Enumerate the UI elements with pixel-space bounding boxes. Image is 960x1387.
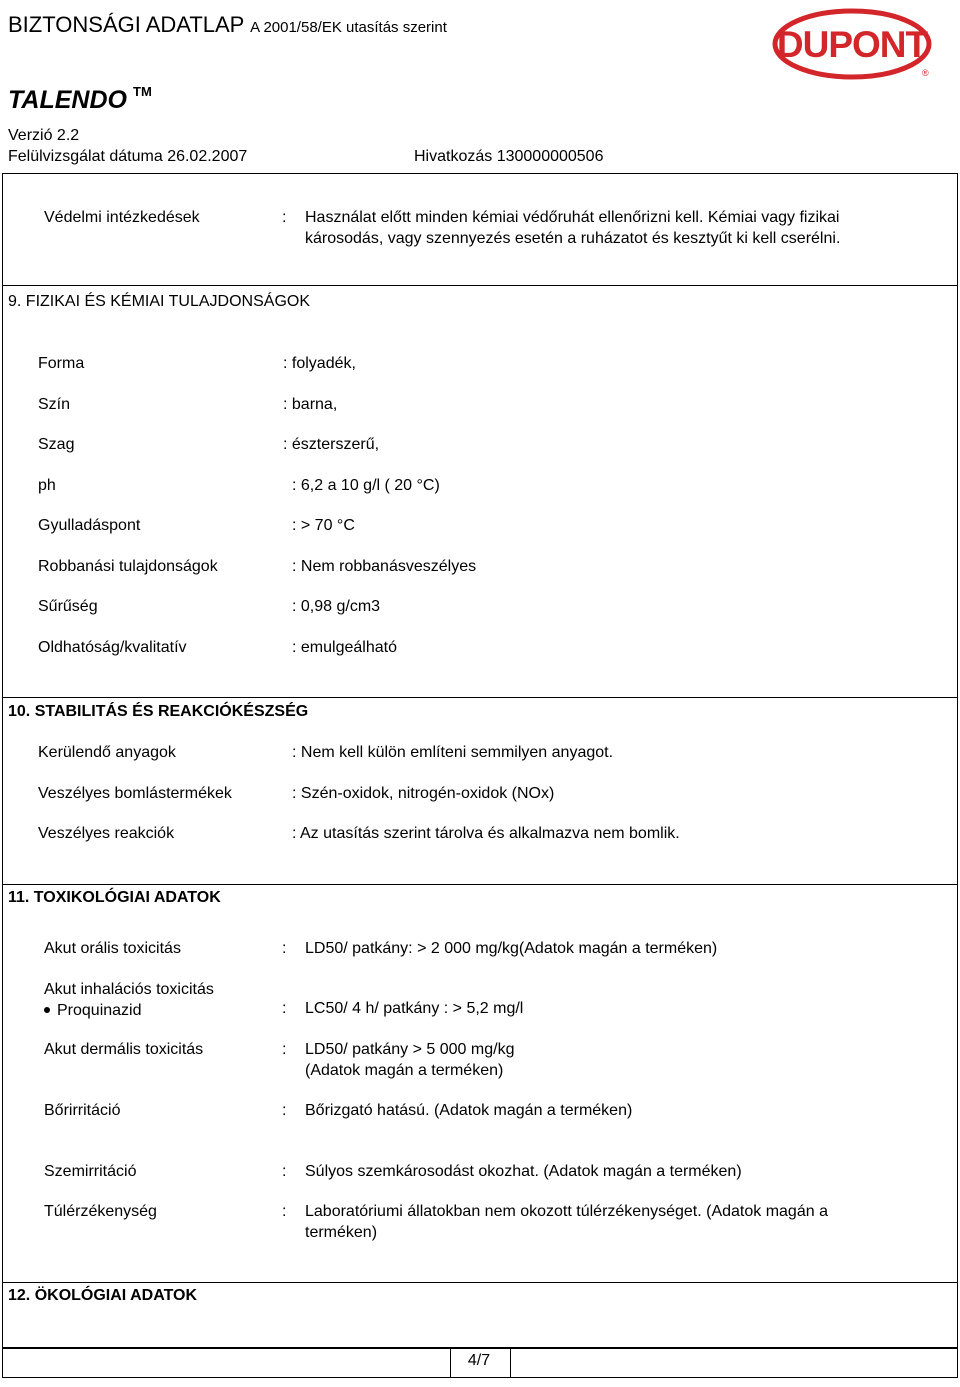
property-label: Sűrűség <box>38 598 98 615</box>
section-12-title: 12. ÖKOLÓGIAI ADATOK <box>8 1287 198 1304</box>
sensitisation-label: Túlérzékenység <box>44 1203 157 1220</box>
property-label: ph <box>38 477 56 494</box>
colon: : <box>282 1163 287 1180</box>
divider <box>2 1282 958 1283</box>
inhalation-substance <box>44 1001 142 1021</box>
stability-label: Veszélyes reakciók <box>38 825 175 842</box>
property-value: : folyadék, <box>283 355 356 372</box>
colon: : <box>282 1203 287 1220</box>
version: Verzió 2.2 <box>8 127 80 144</box>
stability-label: Veszélyes bomlástermékek <box>38 785 232 802</box>
sensitisation-value-cont: terméken) <box>305 1224 378 1241</box>
divider <box>2 285 958 286</box>
svg-text:DUPONT: DUPONT <box>776 24 928 65</box>
stability-value: : Szén-oxidok, nitrogén-oxidok (NOx) <box>292 785 555 802</box>
sensitisation-value: Laboratóriumi állatokban nem okozott túlérzékenységet. (Adatok magán a <box>305 1203 828 1220</box>
product-name: TALENDO <box>8 86 127 114</box>
stability-label: Kerülendő anyagok <box>38 744 176 761</box>
colon: : <box>282 209 287 226</box>
divider <box>2 884 958 885</box>
property-value: : > 70 °C <box>292 517 355 534</box>
inhalation-toxicity-value: LC50/ 4 h/ patkány : > 5,2 mg/l <box>305 1000 524 1017</box>
section-9-title: 9. FIZIKAI ÉS KÉMIAI TULAJDONSÁGOK <box>8 293 310 310</box>
property-value: : emulgeálható <box>292 639 397 656</box>
property-value: : 0,98 g/cm3 <box>292 598 381 615</box>
property-label: Forma <box>38 355 85 372</box>
property-label: Robbanási tulajdonságok <box>38 558 218 575</box>
protective-measures-text: Használat előtt minden kémiai védőruhát ellenőrizni kell. Kémiai vagy fizikai <box>305 209 840 226</box>
page-number: 4/7 <box>467 1352 491 1369</box>
substance-name: Proquinazid <box>57 1002 142 1019</box>
colon: : <box>282 1102 287 1119</box>
colon: : <box>282 940 287 957</box>
trademark-symbol: TM <box>133 84 152 99</box>
colon: : <box>282 1041 287 1058</box>
oral-toxicity-label: Akut orális toxicitás <box>44 940 181 957</box>
property-value: : Nem robbanásveszélyes <box>292 558 477 575</box>
dermal-toxicity-note: (Adatok magán a terméken) <box>305 1062 504 1079</box>
colon: : <box>282 1000 287 1017</box>
property-value: : észterszerű, <box>283 436 380 453</box>
property-label: Szín <box>38 396 71 413</box>
svg-text:®: ® <box>922 68 929 78</box>
property-label: Szag <box>38 436 75 453</box>
protective-measures-label: Védelmi intézkedések <box>44 209 200 226</box>
eye-irritation-label: Szemirritáció <box>44 1163 137 1180</box>
bullet-icon <box>44 1007 50 1013</box>
stability-value: : Az utasítás szerint tárolva és alkalmazva nem bomlik. <box>292 825 680 842</box>
skin-irritation-value: Bőrizgató hatású. (Adatok magán a terméken) <box>305 1102 633 1119</box>
oral-toxicity-value: LD50/ patkány: > 2 000 mg/kg(Adatok magán a terméken) <box>305 940 718 957</box>
document-title-sub: A 2001/58/EK utasítás szerint <box>250 19 447 36</box>
document-title <box>8 12 447 38</box>
inhalation-toxicity-label: Akut inhalációs toxicitás <box>44 981 214 998</box>
section-10-title: 10. STABILITÁS ÉS REAKCIÓKÉSZSÉG <box>8 703 309 720</box>
eye-irritation-value: Súlyos szemkárosodást okozhat. (Adatok magán a terméken) <box>305 1163 742 1180</box>
skin-irritation-label: Bőrirritáció <box>44 1102 121 1119</box>
section-11-title: 11. TOXIKOLÓGIAI ADATOK <box>8 889 221 906</box>
document-title-main: BIZTONSÁGI ADATLAP <box>8 12 244 37</box>
property-label: Gyulladáspont <box>38 517 141 534</box>
property-value: : barna, <box>283 396 338 413</box>
property-label: Oldhatóság/kvalitatív <box>38 639 187 656</box>
dupont-logo <box>772 8 932 80</box>
stability-value: : Nem kell külön említeni semmilyen anyagot. <box>292 744 614 761</box>
dermal-toxicity-label: Akut dermális toxicitás <box>44 1041 204 1058</box>
divider <box>2 697 958 698</box>
dermal-toxicity-value: LD50/ patkány > 5 000 mg/kg <box>305 1041 515 1058</box>
protective-measures-text: károsodás, vagy szennyezés esetén a ruházatot és kesztyűt ki kell cserélni. <box>305 230 841 247</box>
property-value: : 6,2 a 10 g/l ( 20 °C) <box>292 477 440 494</box>
revision-date: Felülvizsgálat dátuma 26.02.2007 <box>8 148 248 165</box>
reference-number: Hivatkozás 130000000506 <box>414 148 604 165</box>
